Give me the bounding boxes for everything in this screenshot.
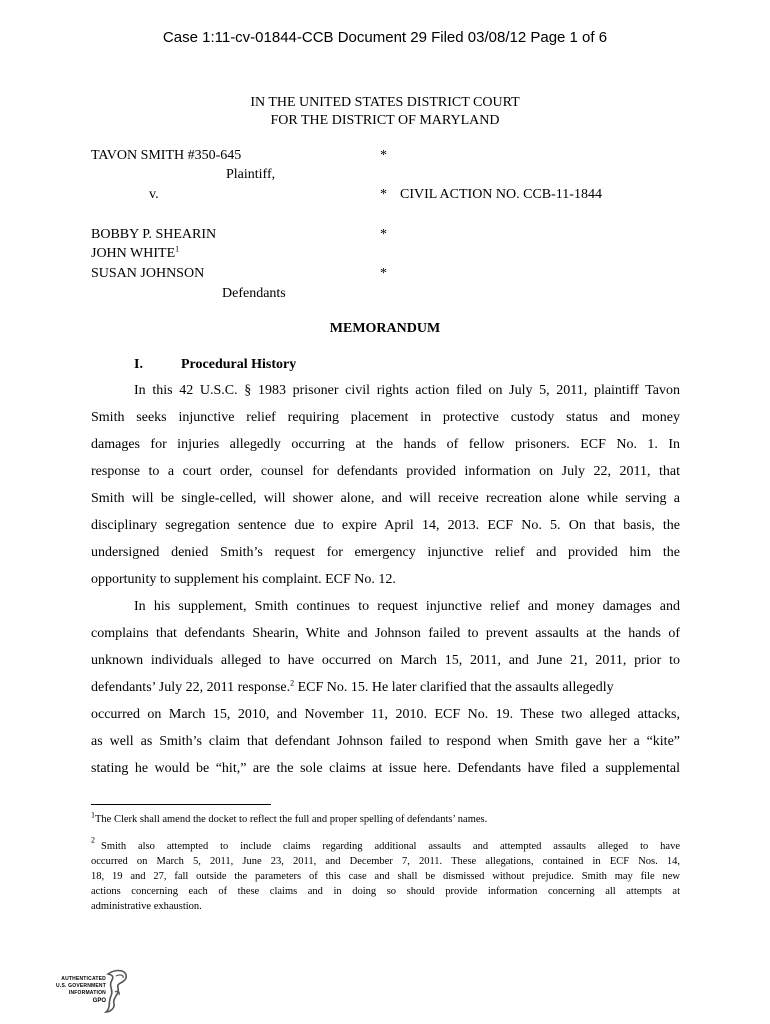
plaintiff-name: TAVON SMITH #350-645 bbox=[91, 148, 242, 163]
paragraph-line: unknown individuals alleged to have occurred on March 15, 2011, and June 21, 2011, prior to bbox=[91, 653, 680, 668]
paragraph-line: In this 42 U.S.C. § 1983 prisoner civil rights action filed on July 5, 2011, plaintiff Tavon bbox=[134, 383, 680, 398]
defendant-shearin: BOBBY P. SHEARIN bbox=[91, 227, 217, 242]
section-title: Procedural History bbox=[181, 357, 297, 372]
paragraph-line: opportunity to supplement his complaint. ECF No. 12. bbox=[91, 572, 396, 587]
footnote-1: $^1$The Clerk shall amend the docket to reflect the full and proper spelling of defendants’ names. bbox=[91, 810, 488, 825]
civil-action-number: CIVIL ACTION NO. CCB-11-1844 bbox=[400, 187, 602, 202]
court-name-line1: IN THE UNITED STATES DISTRICT COURT bbox=[250, 95, 520, 110]
eagle-icon bbox=[102, 968, 132, 1014]
defendant-white: JOHN WHITE$^1$ bbox=[91, 244, 180, 261]
case-header-stamp: Case 1:11-cv-01844-CCB Document 29 Filed 03/08/12 Page 1 of 6 bbox=[162, 29, 608, 46]
paragraph-line: occurred on March 15, 2010, and November 11, 2010. ECF No. 19. These two alleged attacks, bbox=[91, 707, 680, 722]
caption-asterisk: * bbox=[380, 187, 387, 202]
section-number: I. bbox=[134, 357, 143, 372]
caption-asterisk: * bbox=[380, 227, 387, 242]
memorandum-title: MEMORANDUM bbox=[329, 321, 441, 336]
caption-asterisk: * bbox=[380, 148, 387, 163]
footnote-ref-2: 2 bbox=[290, 678, 295, 688]
footnote-2-line: 18, 19 and 27, fall outside the parameters of this case and shall be dismissed without prejudice. Smith may file new bbox=[91, 871, 680, 882]
defendants-role: Defendants bbox=[222, 286, 286, 301]
gpo-authentication-logo bbox=[40, 968, 140, 1014]
paragraph-line: damages for injuries allegedly occurring at the hands of fellow prisoners. ECF No. 1. In bbox=[91, 437, 680, 452]
footnote-2-line: administrative exhaustion. bbox=[91, 901, 202, 912]
defendant-johnson: SUSAN JOHNSON bbox=[91, 266, 205, 281]
versus-label: v. bbox=[149, 187, 159, 202]
gpo-logo-line4: GPO bbox=[92, 998, 106, 1004]
gpo-logo-line3: INFORMATION bbox=[68, 990, 106, 996]
paragraph-line: In his supplement, Smith continues to request injunctive relief and money damages and bbox=[134, 599, 680, 614]
paragraph-line: as well as Smith’s claim that defendant Johnson failed to respond when Smith gave her a “kite” bbox=[91, 734, 680, 749]
paragraph-line: Smith will be single-celled, will shower alone, and will receive recreation alone while serving a bbox=[91, 491, 680, 506]
paragraph-line: response to a court order, counsel for defendants provided information on July 22, 2011, that bbox=[91, 464, 680, 479]
footnote-ref-1: 1 bbox=[175, 244, 180, 254]
gpo-logo-line2: U.S. GOVERNMENT bbox=[56, 983, 106, 989]
footnote-divider bbox=[91, 804, 271, 805]
plaintiff-role: Plaintiff, bbox=[226, 167, 276, 182]
court-name-line2: FOR THE DISTRICT OF MARYLAND bbox=[270, 113, 500, 128]
paragraph-line: Smith seeks injunctive relief requiring placement in protective custody status and money bbox=[91, 410, 680, 425]
caption-asterisk: * bbox=[380, 266, 387, 281]
paragraph-line: stating he would be “hit,” are the sole claims at issue here. Defendants have filed a supplemental bbox=[91, 761, 680, 776]
gpo-logo-line1: AUTHENTICATED bbox=[61, 976, 106, 982]
paragraph-line: defendants’ July 22, 2011 response.$^2$ ECF No. 15. He later clarified that the assaults allegedly bbox=[91, 678, 614, 695]
footnote-2-line: occurred on March 5, 2011, June 23, 2011, and December 7, 2011. These allegations, contained in ECF Nos. 14, bbox=[91, 856, 680, 867]
paragraph-line: disciplinary segregation sentence due to expire April 14, 2013. ECF No. 5. On that basis, the bbox=[91, 518, 680, 533]
footnote-2-line: Smith also attempted to include claims regarding additional assaults and attempted assaults alleged to have bbox=[101, 841, 680, 852]
paragraph-line: undersigned denied Smith’s request for emergency injunctive relief and provided him the bbox=[91, 545, 680, 560]
footnote-2-line: actions concerning each of these claims and in doing so should provide information concerning all attempts at bbox=[91, 886, 680, 897]
footnote-2-number: 2 bbox=[91, 835, 95, 845]
paragraph-line: complains that defendants Shearin, White and Johnson failed to prevent assaults at the hands of bbox=[91, 626, 680, 641]
